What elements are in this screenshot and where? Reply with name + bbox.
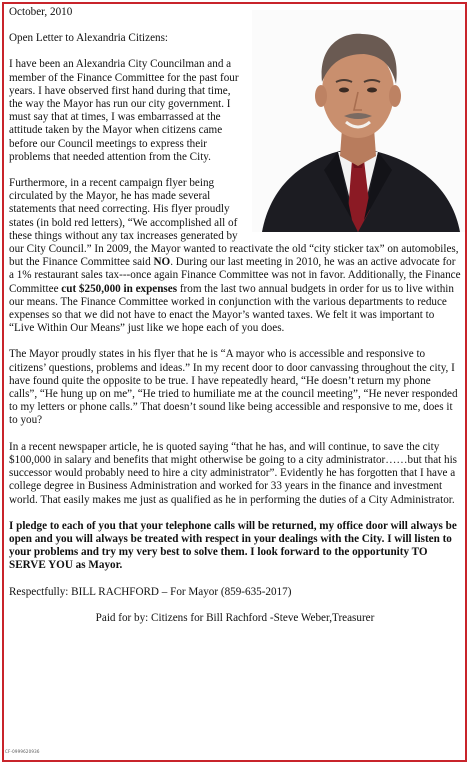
signoff-line: Respectfully: BILL RACHFORD – For Mayor (859-635-2017)	[9, 585, 292, 598]
letter-date: October, 2010	[9, 6, 73, 18]
right-eye	[367, 88, 377, 93]
paragraph-2-text-1: Furthermore, in a recent campaign flyer being circulated by the Mayor, he has made several statements that need correcting. His flyer proudly states (in bold red letters), “We accomplished all of these things without any tax increases generated by our City Council.” In 2009, the Mayor wanted to reactivate the old “city sticker tax” on automobiles, but the Finance Committee said	[9, 177, 459, 269]
pledge-paragraph: I pledge to each of you that your telephone calls will be returned, my office door will always be open and you will always be treated with respect in your dealings with the City. I will listen to your problems and try my very best to solve them. I look forward to the opportunity TO SERVE YOU as Mayor.	[9, 519, 457, 572]
paragraph-4: In a recent newspaper article, he is quoted saying “that he has, and will continue, to save the city $100,000 in salary and benefits that might otherwise be going to a city administrator……but that his successor would probably need to hire a city administrator”. Evidently he has forgotten that I have a college degree in Business Administration and worked for 33 years in the finance and investment world. That easily makes me just as qualified as he in performing the duties of a City Administrator.	[9, 440, 458, 506]
paragraph-2-bold-no: NO	[153, 256, 171, 269]
paragraph-2-text-2: . During our last meeting in 2010, he was an active advocate for a 1% restaurant sales tax---once again Finance Committee was not in favor. Additionally, the Finance Committee	[9, 256, 461, 295]
left-ear	[315, 85, 327, 107]
print-code: CF-0999620936	[5, 749, 40, 754]
paragraph-2-bold-cut: cut $250,000 in expenses	[61, 282, 178, 295]
portrait-illustration	[252, 10, 465, 232]
portrait-photo	[252, 10, 465, 232]
paragraph-1: I have been an Alexandria City Councilman and a member of the Finance Committee for the past four years. I have observed first hand during that time, the way the Mayor has run our city government. I must say that at times, I was embarrassed at the attitude taken by the Mayor when citizens came before our Council meetings to express their problems that needed attention from the City.	[9, 58, 239, 163]
right-ear	[389, 85, 401, 107]
paid-for-line: Paid for by: Citizens for Bill Rachford -Steve Weber,Treasurer	[95, 611, 375, 624]
letter-body	[9, 6, 461, 638]
paragraph-3: The Mayor proudly states in his flyer that he is “A mayor who is accessible and responsive to citizens’ questions, problems and ideas.” In my recent door to door canvassing throughout the city, I have found quite the opposite to be true. I have repeatedly heard, “He doesn’t return my phone calls”, “He hung up on me”, “He tried to humiliate me at the council meeting”, “He never responded to my letters or phone calls.” That doesn’t sound like being accessible and responsive to me, does it to you?	[9, 348, 458, 427]
left-eye	[339, 88, 349, 93]
paragraph-2-text-3: from the last two annual budgets in order for us to live within our means. The Finance Committee worked in conjunction with the various departments to reduce expenses so that we did not have to enact the Mayor’s wanted taxes. We felt it was important to “Live Within Our Means” just like we hope each of you does.	[9, 282, 454, 335]
letter-heading: Open Letter to Alexandria Citizens:	[9, 32, 169, 45]
